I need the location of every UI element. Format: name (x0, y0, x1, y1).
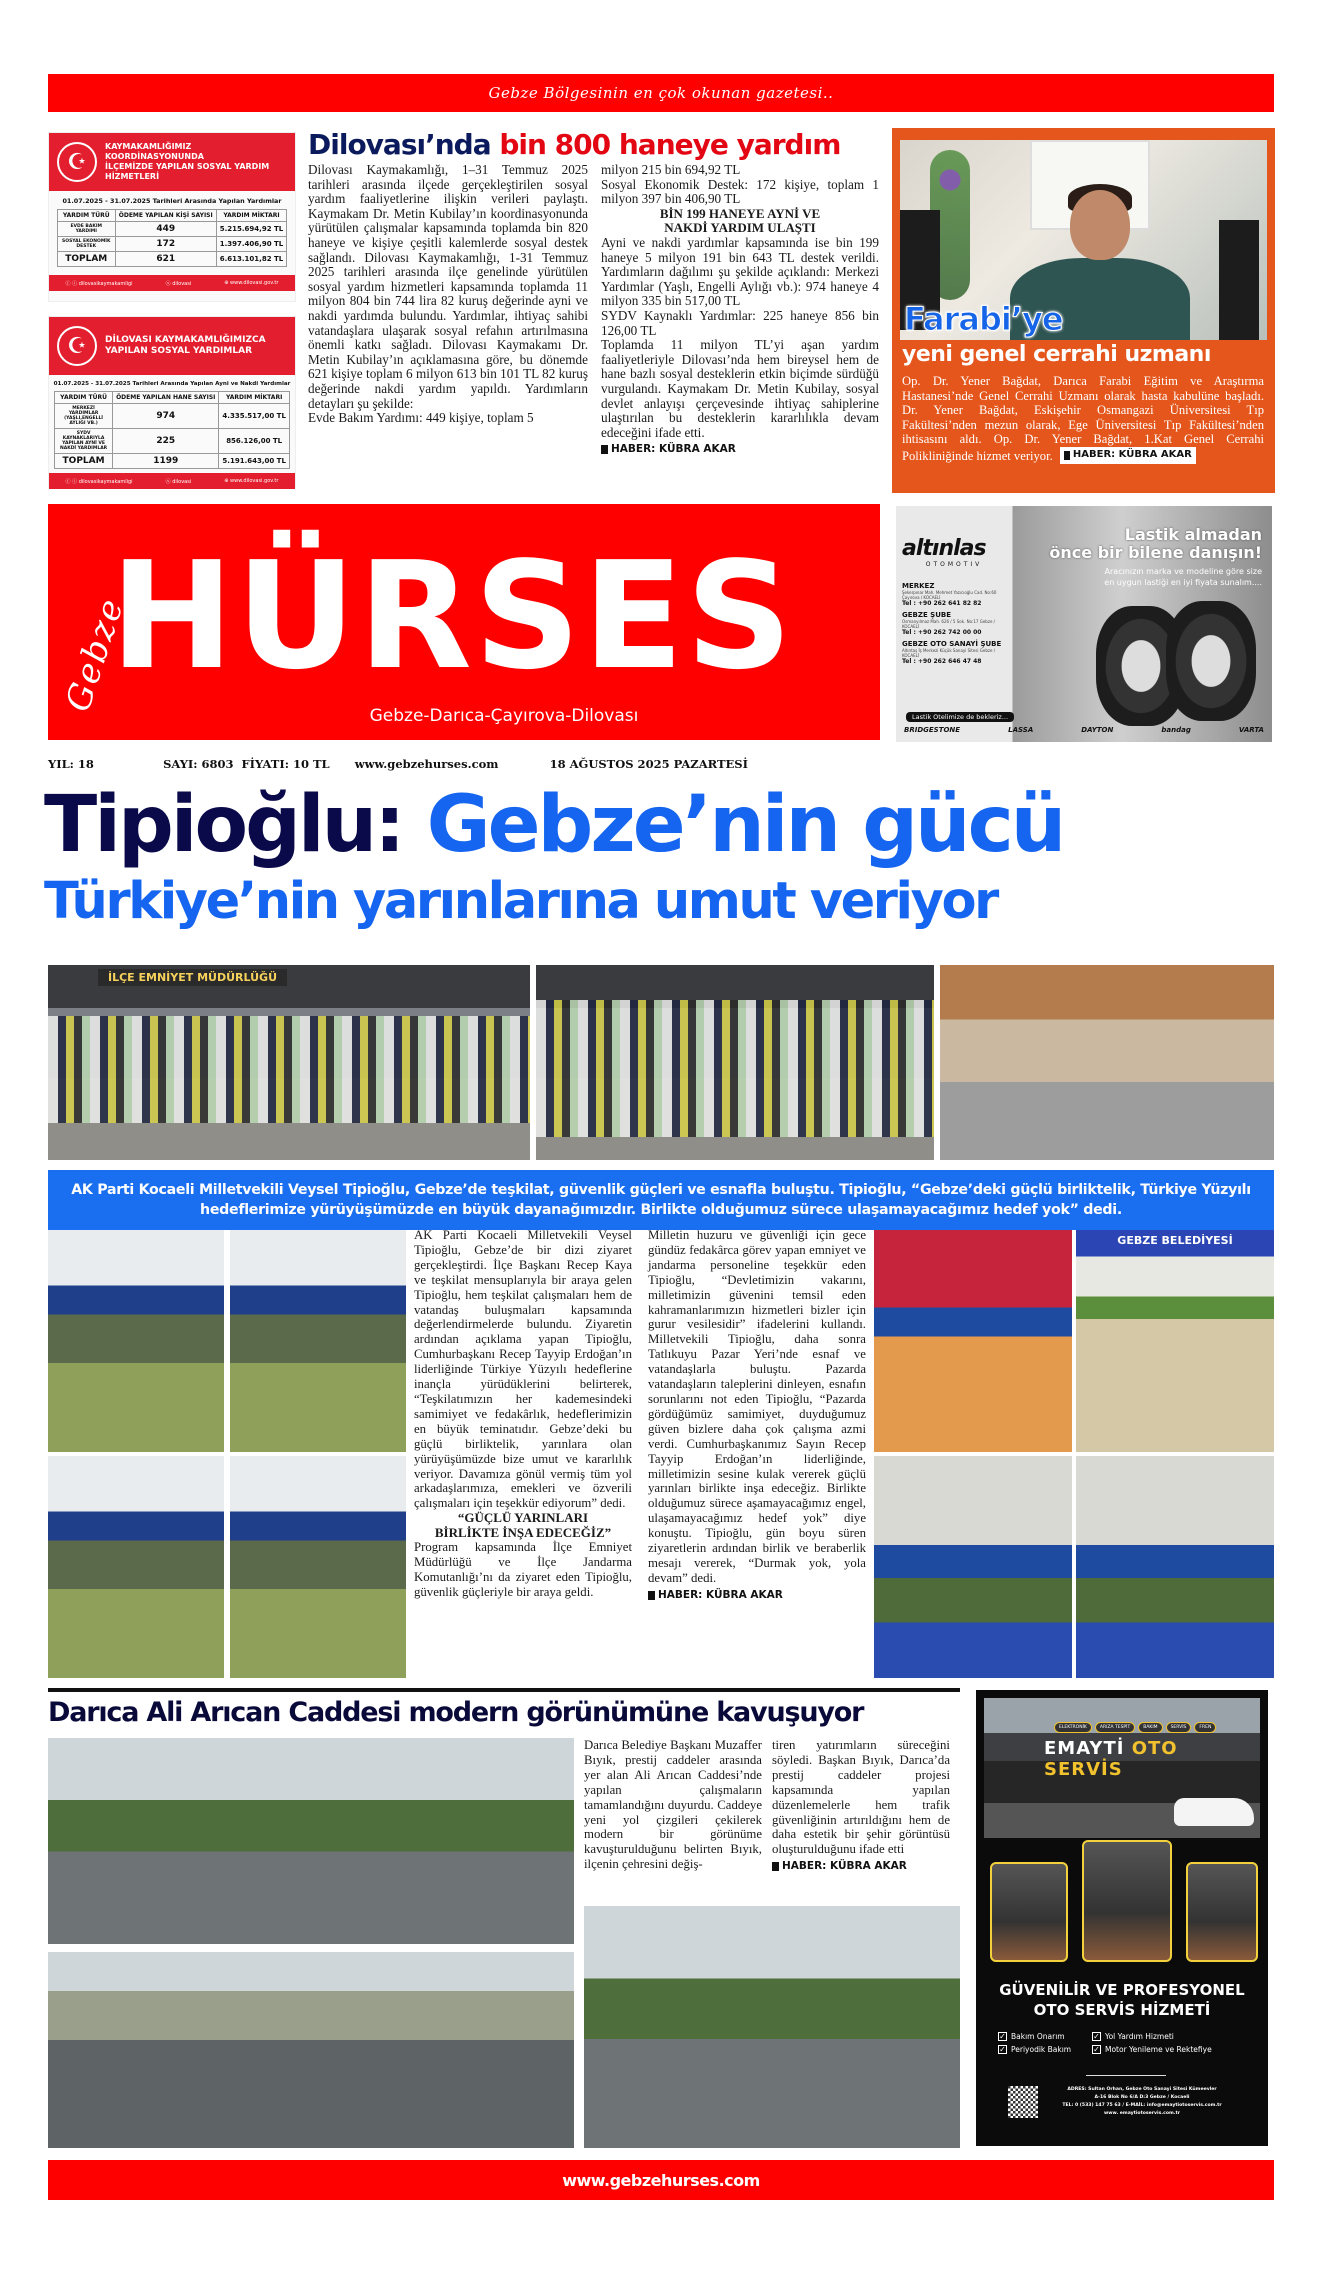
altinlas-tire-ad[interactable]: altınlas OTOMOTIV MERKEZ Şekerpınar Mah. Mehmet Yazıcıoğlu Cad. No:60 Çayırova / KOCAELİ Tel : +90 262 641 82 82 GEBZE ŞUBE Osmanyılmaz Mah. 626 / 5 Sok. No:17 Gebze / KOCAELİ Tel : +90 262 742 00 00 GEBZE OTO SANAYİ ŞUBE Altıntaş İş Merkezi Küçük Sanayi Sitesi Gebze / KOCAELİ Tel : +90 262 646 47 48 Lastik almadan önce bir bilene danışın! Aracınızın marka ve modeline göre size en uygun lastiği en iyi fiyata sunalım.... Lastik Otelimize de bekleriz... BRIDGESTONE LASSA DAYTON bandag VARTA (896, 506, 1272, 742)
branch-merkez: MERKEZ Şekerpınar Mah. Mehmet Yazıcıoğlu Cad. No:60 Çayırova / KOCAELİ Tel : +90 262 641 82 82 (902, 582, 997, 607)
infographic-footer (49, 473, 295, 489)
x-icon: ⓧ dilovasi (165, 280, 192, 287)
darica-article-col2: tiren yatırımların süreceğini söyledi. Başkan Bıyık, Darıca’da prestij caddeler projesi kapsamında yapılan düzenlemelerle hem trafik güvenliğinin artırıldığını hem de daha estetik bir şehir görüntüsü oluşturulduğunu ifade etti HABER: KÜBRA AKAR (772, 1738, 950, 1873)
market-sign: GEBZE BELEDİYESİ (1117, 1234, 1233, 1247)
section-rule (48, 1688, 960, 1692)
infographic-title: DİLOVASI KAYMAKAMLIĞIMIZCA (105, 335, 266, 345)
masthead-script: Gebze (58, 592, 133, 717)
slogan: Gebze Bölgesinin en çok okunan gazetesi.. (488, 84, 834, 102)
table-row: TOPLAM 621 6.613.101,82 TL (57, 252, 287, 267)
farabi-headline: Farabi’ye (904, 300, 1063, 338)
table-row: TOPLAM 1199 5.191.643,00 TL (55, 454, 290, 469)
aid-table (57, 209, 288, 267)
brand-logos: BRIDGESTONE LASSA DAYTON bandag VARTA (904, 726, 1264, 734)
photo-police-station-group (48, 965, 530, 1160)
ad-headline: GÜVENİLİR VE PROFESYONEL OTO SERVİS HİZMETİ (999, 1981, 1245, 2019)
photo-office-meeting (940, 965, 1274, 1160)
table-header: YARDIM MİKTARI (216, 210, 287, 222)
issue-website[interactable]: www.gebzehurses.com (354, 757, 499, 771)
checkbox-icon: ✓ (1093, 2031, 1100, 2041)
bottom-website-banner (48, 2160, 1274, 2200)
photo-market-hall-1 (874, 1456, 1072, 1678)
aid-table (54, 391, 290, 469)
checkbox-icon: ✓ (1093, 2044, 1100, 2054)
main-caption-bar: AK Parti Kocaeli Milletvekili Veysel Tipioğlu, Gebze’de teşkilat, güvenlik güçleri ve esnafla buluştu. Tipioğlu, “Gebze’deki güçlü birliktelik, Türkiye Yüzyılı hedeflerimize yürüyüşümüzde en büyük dayanağımızdır. Birlikte olduğumuz sürece ulaşamayacağımız hedef yok” dedi. (48, 1170, 1274, 1230)
issue-number: SAYI: 6803 (163, 757, 234, 771)
table-header: YARDIM MİKTARI (219, 392, 290, 404)
darica-headline: Darıca Ali Arıcan Caddesi modern görünümüne kavuşuyor (48, 1697, 864, 1728)
infographic-subtitle: 01.07.2025 - 31.07.2025 Tarihleri Arasında Yapılan Ayni ve Nakdi Yardımlar (53, 381, 291, 387)
darica-article-col1: Darıca Belediye Başkanı Muzaffer Bıyık, prestij caddeler arasında yer alan Ali Arıcan Caddesi’nde yapılan çalışmaların tamamlandığını duyurdu. Caddeye yeni yol çizgileri çekilerek modern bir görünüme kavuşturulduğunu belirten Bıyık, ilçenin çehresini değiş- (584, 1738, 762, 1872)
mechanic-photo (1082, 1840, 1172, 1962)
infographic-header (49, 317, 295, 375)
mechanic-photo (1186, 1862, 1258, 1962)
issue-year: YIL: 18 (48, 757, 94, 771)
byline: HABER: KÜBRA AKAR (772, 1859, 950, 1874)
globe-icon: ⊕ www.dilovasi.gov.tr (224, 280, 279, 286)
qr-code-icon[interactable] (1008, 2086, 1038, 2118)
social-icon: ⓕ ⓘ dilovasikaymakamligi (65, 280, 133, 287)
farabi-subheadline: yeni genel cerrahi uzmanı (902, 342, 1211, 367)
x-icon: ⓧ dilovasi (165, 478, 192, 485)
infographic-header (49, 133, 295, 191)
article-subheading: “GÜÇLÜ YARINLARI BİRLİKTE İNŞA EDECEĞİZ” (434, 1510, 612, 1540)
table-header: ÖDEME YAPILAN KİŞİ SAYISI (115, 210, 216, 222)
table-row: SYDV KAYNAKLARIYLA YAPILAN AYNİ VE NAKDİ YARDIMLAR 225 856.126,00 TL (55, 429, 290, 454)
table-header: ÖDEME YAPILAN HANE SAYISI (113, 392, 219, 404)
crescent-star-emblem-icon: ☪ (57, 326, 97, 366)
photo-market-3 (48, 1456, 224, 1678)
infographic-dilovasi-aid (48, 316, 296, 488)
shop-sign: EMAYTİ OTO SERVİS (1044, 1738, 1178, 1780)
table-header: YARDIM TÜRÜ (55, 392, 113, 404)
service-list: ✓ Bakım Onarım ✓ Yol Yardım Hizmeti ✓ Periyodik Bakım ✓ Motor Yenileme ve Rektefiye (999, 2031, 1212, 2054)
photo-darica-street-trees (48, 1952, 574, 2148)
ad-contact: ADRES: Sultan Orhan, Gebze Oto Sanayi Sitesi Kümeevler A-16 Blok No 6/A D:3 Gebze / Kocaeli TEL: 0 (533) 147 75 63 / E-MAİL: info@emaytiotoservis.com.tr www. emaytiotoservis.com.tr (1062, 2087, 1222, 2116)
ad-tagline: Aracınızın marka ve modeline göre size en uygun lastiği en iyi fiyata sunalım.... (1104, 567, 1262, 587)
dilovasi-article-col1: Dilovası Kaymakamlığı, 1–31 Temmuz 2025 tarihleri arasında ilçede gerçekleştirilen sosyal yardım faaliyetlerine ilişkin verileri paylaştı. Kaymakam Dr. Metin Kubilay’ın koordinasyonunda yürütülen çalışmalar kapsamında toplamda bin 820 haneye ve kişiye çeşitli kalemlerde sosyal destek sağlandı. Dilovası Kaymakamlığı, 1-31 Temmuz 2025 tarihleri arasında ilçe genelinde yürütülen sosyal yardım hizmetleri kapsamında toplamda 11 milyon 804 bin 744 lira 82 kuruş değerinde ayni ve nakdi yardımda bulundu. Yardımlar, ihtiyaç sahibi vatandaşlara ulaşarak sosyal refahın artırılmasına önemli katkı sağladı. Dilovası Kaymakamı Dr. Metin Kubilay’ın açıklamasına göre, bu dönemde 621 kişiye toplam 6 milyon 613 bin 101 TL 82 kuruş değerinde nakdi yardım yapıldı. Yardımların detayları şu şekilde: Evde Bakım Yardımı: 449 kişiye, toplam 5 (308, 162, 588, 426)
ad-headline: Lastik almadan önce bir bilene danışın! (1049, 525, 1262, 562)
farabi-article-body: Op. Dr. Yener Bağdat, Darıca Farabi Eğitim ve Araştırma Hastanesi’nde Genel Cerrahi Uzmanı olarak hasta kabulüne başladı. Dr. Yener Bağdat, Eskişehir Osmangazi Üniversitesi Tıp Fakültesi’nden mezun olarak, Ege Üniversitesi Tıp Fakültesi’nden ihtisasını aldı. Op. Dr. Yener Bağdat, 1.Kat Genel Cerrahi Polikliniğinde hizmet veriyor. HABER: KÜBRA AKAR (902, 374, 1264, 463)
top-slogan-banner (48, 74, 1274, 112)
checkbox-icon: ✓ (999, 2044, 1006, 2054)
photo-market-gate (1076, 1230, 1274, 1452)
article-subheading: BİN 199 HANEYE AYNİ VE NAKDİ YARDIM ULAŞTI (659, 205, 821, 236)
byline: HABER: KÜBRA AKAR (648, 1588, 866, 1603)
emayti-auto-service-ad[interactable] (976, 1690, 1268, 2146)
photo-market-2 (230, 1230, 406, 1452)
infographic-social-aid (48, 132, 296, 302)
dilovasi-article-col2: milyon 215 bin 694,92 TL Sosyal Ekonomik Destek: 172 kişiye, toplam 1 milyon 397 bin 406,90 TL BİN 199 HANEYE AYNİ VE NAKDİ YARDIM ULAŞTI Ayni ve nakdi yardımlar kapsamında ise bin 199 haneye 5 milyon 191 bin 643 TL destek verildi. Yardımların dağılımı şu şekilde açıklandı: Merkezi Yardımlar (Yaşlı, Engelli Aylığı vb.): 974 haneye 4 milyon 335 bin 517,00 TL SYDV Kaynaklı Yardımlar: 225 haneye 856 bin 126,00 TL Toplamda 11 milyon TL’yi aşan yardım faaliyetleriyle Dilovası’nda hem bireysel hem de hane bazlı sosyal desteklerin etkin biçimde sürdüğü vurgulandı. Kaymakam Dr. Metin Kubilay, sosyal devlet anlayışı çerçevesinde ihtiyaç sahiplerine ulaştırılan bu desteklerin kararlılıkla devam edeceğini ifade etti. HABER: KÜBRA AKAR (601, 162, 879, 456)
issue-info-line (48, 757, 748, 771)
tire-icon (1166, 601, 1256, 721)
service-pills: ELEKTRONİK ARIZA TESPİT BAKIM SERVİS FREN (1054, 1722, 1216, 1733)
car-icon (1174, 1798, 1254, 1826)
photo-sign: İLÇE EMNİYET MÜDÜRLÜĞÜ (98, 969, 287, 986)
main-headline: Tipioğlu: Gebze’nin gücü (44, 780, 1064, 870)
globe-icon: ⊕ www.dilovasi.gov.tr (224, 478, 279, 484)
issue-date: 18 AĞUSTOS 2025 PAZARTESİ (549, 757, 748, 771)
photo-darica-street-aerial (48, 1738, 574, 1944)
newspaper-title: HÜRSES (110, 530, 795, 702)
photo-market-hall-2 (1076, 1456, 1274, 1678)
infographic-title: YAPILAN SOSYAL YARDIMLAR (105, 346, 252, 356)
infographic-subtitle: 01.07.2025 - 31.07.2025 Tarihleri Arasında Yapılan Yardımlar (62, 197, 282, 205)
table-row: MERKEZİ YARDIMLAR (YAŞLI,ENGELLİ AYLIĞI VB.) 974 4.335.517,00 TL (55, 404, 290, 429)
masthead-regions: Gebze-Darıca-Çayırova-Dilovası (369, 706, 639, 726)
main-headline-line2: Türkiye’nin yarınlarına umut veriyor (44, 872, 997, 931)
branch-gebze: GEBZE ŞUBE Osmanyılmaz Mah. 626 / 5 Sok. No:17 Gebze / KOCAELİ Tel : +90 262 742 00 00 (902, 611, 996, 636)
byline: HABER: KÜBRA AKAR (1060, 447, 1196, 464)
photo-darica-street-cars (584, 1906, 960, 2148)
footer-website[interactable]: www.gebzehurses.com (562, 2170, 760, 2190)
table-row: EVDE BAKIM YARDIMI 449 5.215.694,92 TL (57, 222, 287, 237)
checkbox-icon: ✓ (999, 2031, 1006, 2041)
crescent-star-emblem-icon: ☪ (57, 142, 97, 182)
auto-shop-photo (984, 1698, 1260, 1838)
byline: HABER: KÜBRA AKAR (601, 442, 879, 457)
branch-oto-sanayi: GEBZE OTO SANAYİ ŞUBE Altıntaş İş Merkezi Küçük Sanayi Sitesi Gebze / KOCAELİ Tel : +90 262 646 47 48 (902, 640, 1002, 665)
farabi-article-box (892, 128, 1275, 493)
social-icon: ⓕ ⓘ dilovasikaymakamligi (65, 478, 133, 485)
issue-price: FİYATI: 10 TL (241, 757, 330, 771)
main-article-col1: AK Parti Kocaeli Milletvekili Veysel Tipioğlu, Gebze’de bir dizi ziyaret gerçekleştirdi. İlçe Başkanı Recep Kaya ve teşkilat mensuplarıyla bir araya gelen Tipioğlu, hem teşkilat çalışmaları hem de vatandaş buluşmaları kapsamında değerlendirmelerde bulundu. Ziyaretin ardından açıklama yapan Tipioğlu, Cumhurbaşkanı Recep Tayyip Erdoğan’ın liderliğinde Türkiye Yüzyılı hedeflerine inançla yürüdüklerini belirterek, “Teşkilatımızın her kademesindeki samimiyet ve fedakârlık, hedeflerimizin en büyük teminatıdır. Gebze’deki bu güçlü birliktelik, yarınlara olan yürüyüşümüzde bize umut ve kararlılık veriyor. Davamıza gönül vermiş tüm yol arkadaşlarımıza, emekleri ve özverili çalışmaları için teşekkür ediyorum” dedi. “GÜÇLÜ YARINLARI BİRLİKTE İNŞA EDECEĞİZ” Program kapsamında İlçe Emniyet Müdürlüğü ve İlçe Jandarma Komutanlığı’nı da ziyaret eden Tipioğlu, güvenlik güçleriyle bir araya geldi. (414, 1228, 632, 1600)
photo-market-fruit (874, 1230, 1072, 1452)
photo-market-4 (230, 1456, 406, 1678)
infographic-footer (49, 275, 295, 291)
ad-pill: Lastik Otelimize de bekleriz... (906, 712, 1014, 722)
altinlas-logo: altınlas (902, 536, 986, 561)
main-article-col2: Milletin huzuru ve güvenliği için gece gündüz fedakârca görev yapan emniyet ve jandarma personeline teşekkür eden Tipioğlu, “Devletimizin vakarını, milletimizin güvenini temsil eden kahramanlarımızın hizmetleri bizler için gurur vesilesidir” ifadelerini kullandı. Milletvekili Tipioğlu, daha sonra Tatlıkuyu Pazar Yeri’nde esnaf ve vatandaşlarla buluştu. Pazarda vatandaşların taleplerini dinleyen, esnafın sorunlarını not eden Tipioğlu, “Pazarda gördüğümüz samimiyet, duyduğumuz güven bizlere daha çok çalışma azmi verdi. Cumhurbaşkanımız Sayın Recep Tayyip Erdoğan’ın liderliğinde, milletimizin sesine kulak vererek güçlü yarınları birlikte inşa edeceğiz. Birlikte olduğumuz sürece aşamayacağımız engel, ulaşamayacağımız hedef yok” diye konuştu. Tipioğlu, gün boyu süren ziyaretlerin ardından birlik ve beraberlik mesajı vererek, “Durmak yok, yola devam” dedi. HABER: KÜBRA AKAR (648, 1228, 866, 1601)
table-row: SOSYAL EKONOMİK DESTEK 172 1.397.406,90 TL (57, 237, 287, 252)
mechanic-photo (990, 1862, 1068, 1962)
infographic-title: KAYMAKAMLIĞIMIZ KOORDİNASYONUNDA (105, 142, 204, 161)
table-header: YARDIM TÜRÜ (57, 210, 115, 222)
masthead (48, 504, 880, 740)
infographic-title: İLÇEMİZDE YAPILAN SOSYAL YARDIM HİZMETLERİ (105, 162, 270, 181)
photo-market-1 (48, 1230, 224, 1452)
photo-gendarmerie-group (536, 965, 934, 1160)
divider (1086, 2075, 1166, 2076)
dilovasi-headline: Dilovası’nda bin 800 haneye yardım (308, 128, 841, 161)
